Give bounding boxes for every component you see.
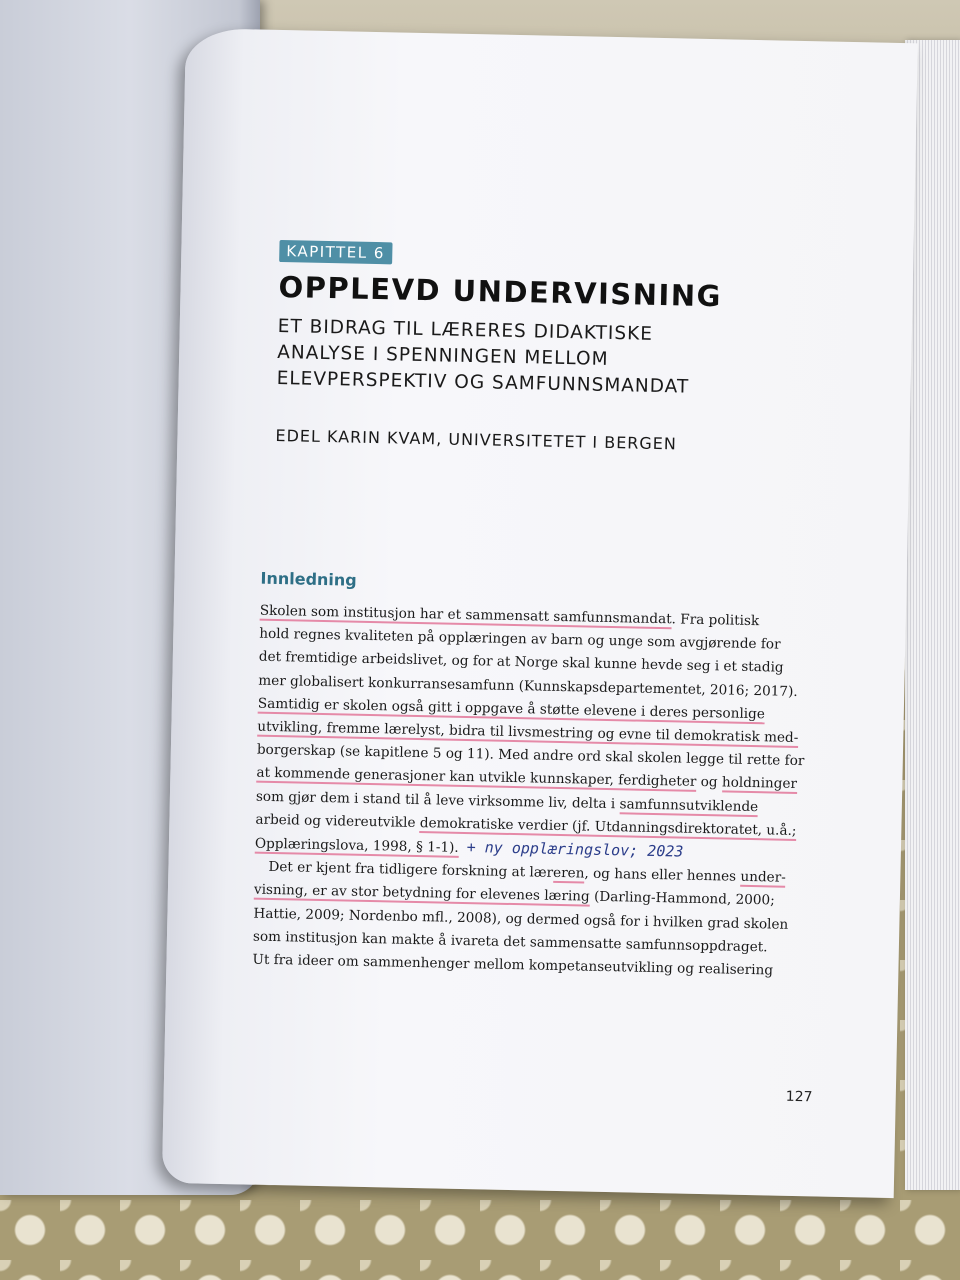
highlighted-text: visning, er av stor betydning for elevenes læring [253,882,590,906]
text-line: det fremtidige arbeidslivet, og for at Norge skal kunne hevde seg i et stadig [258,649,784,677]
handwritten-note: + ny opplæringslov; 2023 [466,838,684,861]
highlighted-text: Samtidig er skolen også gitt i oppgave å støtte elevene i deres personlige [257,695,766,723]
section-heading: Innledning [260,568,357,590]
page-number: 127 [785,1088,813,1106]
text-segment: . Fra politisk [671,611,760,630]
text-line: som institusjon kan makte å ivareta det sammensatte samfunnsoppdraget. [252,928,768,956]
text-segment: som gjør dem i stand til å leve virksomme liv, delta i [255,788,620,812]
body-text [252,600,832,984]
text-line: borgerskap (se kapitlene 5 og 11). Med andre ord skal skolen legge til rette for [256,741,805,770]
right-page [162,28,918,1198]
text-segment: Det er kjent fra tidligere forskning at lær [268,859,554,882]
highlighted-text: Skolen som institusjon har et sammensatt samfunnsmandat [259,602,672,628]
text-segment: arbeid og videreutvikle [255,811,421,831]
text-line: mer globalisert konkurransesamfunn (Kunnskapsdepartementet, 2016; 2017). [258,672,798,700]
chapter-subtitle: ET BIDRAG TIL LÆRERES DIDAKTISKE ANALYSE I SPENNINGEN MELLOM ELEVPERSPEKTIV OG SAMFUNNSMANDAT [276,315,690,398]
chapter-opening [252,240,839,984]
highlighted-text: eren [552,865,585,882]
highlighted-text: utvikling, fremme lærelyst, bidra til livsmestring og evne til demokratisk med- [257,718,799,746]
text-segment: (Darling-Hammond, 2000; [589,889,775,909]
highlighted-text: holdninger [721,774,798,793]
text-segment: , og hans eller hennes [584,865,741,886]
highlighted-text: samfunnsutviklende [619,795,759,815]
highlighted-text: at kommende generasjoner kan utvikle kunnskaper, ferdigheter [256,765,697,791]
author-line: EDEL KARIN KVAM, UNIVERSITETET I BERGEN [275,425,678,454]
chapter-title: OPPLEVD UNDERVISNING [278,269,723,314]
text-line: Ut fra ideer om sammenhenger mellom kompetanseutvikling og realisering [252,951,774,979]
text-line: Hattie, 2009; Nordenbo mfl., 2008), og dermed også for i hvilken grad skolen [253,905,789,933]
text-line: hold regnes kvaliteten på opplæringen av barn og unge som avgjørende for [259,625,781,653]
highlighted-text: demokratiske verdier (jf. Utdanningsdirektoratet, u.å.; [419,814,797,839]
highlighted-text: Opplæringslova, 1998, § 1-1). [254,835,459,856]
text-segment: og [696,774,723,791]
chapter-badge: KAPITTEL 6 [279,240,392,264]
highlighted-text: under- [740,869,786,886]
